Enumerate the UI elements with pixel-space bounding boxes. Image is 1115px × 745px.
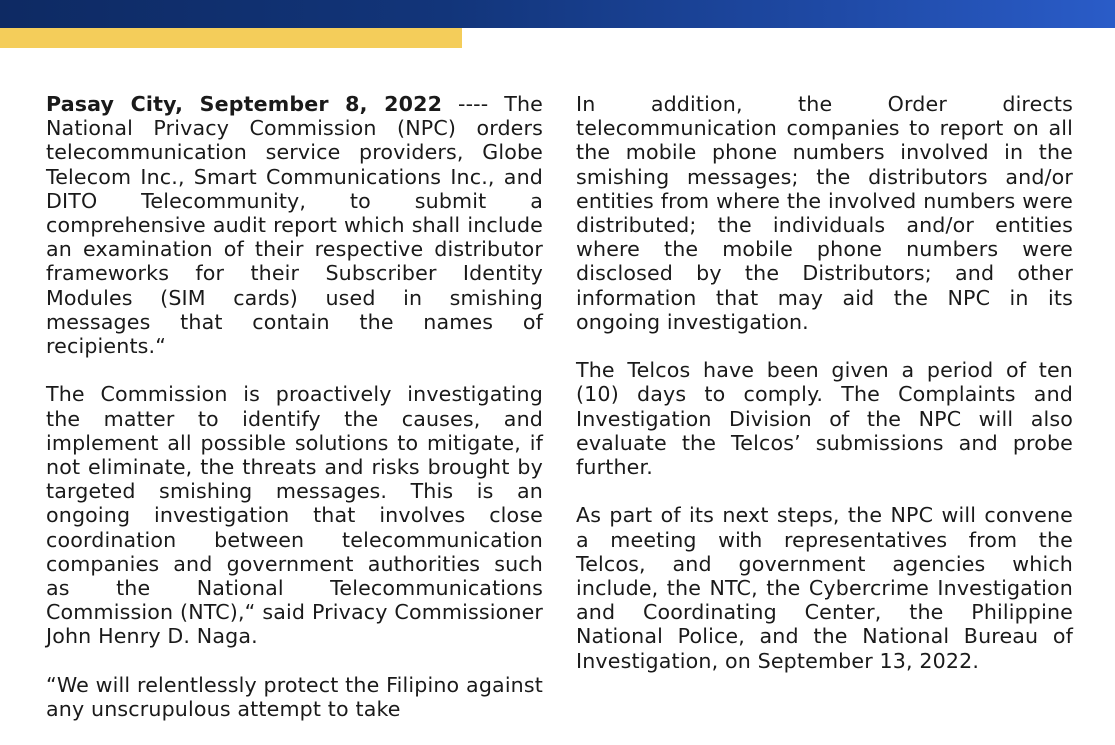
article-paragraph: As part of its next steps, the NPC will convene a meeting with representatives from the Telcos, and government agencies which include, the NTC, the Cybercrime Investigation and Coordinating Center, the Philippine National Police, and the National Bureau of Investigation, on September 13, 2022.: [576, 503, 1073, 673]
dateline: Pasay City, September 8, 2022: [46, 92, 443, 116]
header-banner: [0, 0, 1115, 28]
article-paragraph: In addition, the Order directs telecommunication companies to report on all the mobile phone numbers involved in the smishing messages; the distributors and/or entities from where the involved numbers were distributed; the individuals and/or entities where the mobile phone numbers were disclosed by the Distributors; and other information that may aid the NPC in its ongoing investigation.: [576, 92, 1073, 334]
article-left-column: [46, 92, 543, 745]
paragraph-text: ---- The National Privacy Commission (NPC) orders telecommunication service providers, Globe Telecom Inc., Smart Communications Inc., and DITO Telecommunity, to submit a comprehensive audit report which shall include an examination of their respective distributor frameworks for their Subscriber Identity Modules (SIM cards) used in smishing messages that contain the names of recipients.“: [46, 92, 543, 359]
article-paragraph: “We will relentlessly protect the Filipino against any unscrupulous attempt to take: [46, 672, 543, 722]
article-paragraph: [46, 92, 543, 358]
article-paragraph: The Telcos have been given a period of ten (10) days to comply. The Complaints and Investigation Division of the NPC will also evaluate the Telcos’ submissions and probe further.: [576, 358, 1073, 480]
article-right-column: [576, 92, 1073, 697]
article-paragraph: The Commission is proactively investigating the matter to identify the causes, and implement all possible solutions to mitigate, if not eliminate, the threats and risks brought by targeted smishing messages. This is an ongoing investigation that involves close coordination between telecommunication companies and government authorities such as the National Telecommunications Commission (NTC),“ said Privacy Commissioner John Henry D. Naga.: [46, 382, 543, 649]
header-accent-stripe: [0, 28, 462, 48]
